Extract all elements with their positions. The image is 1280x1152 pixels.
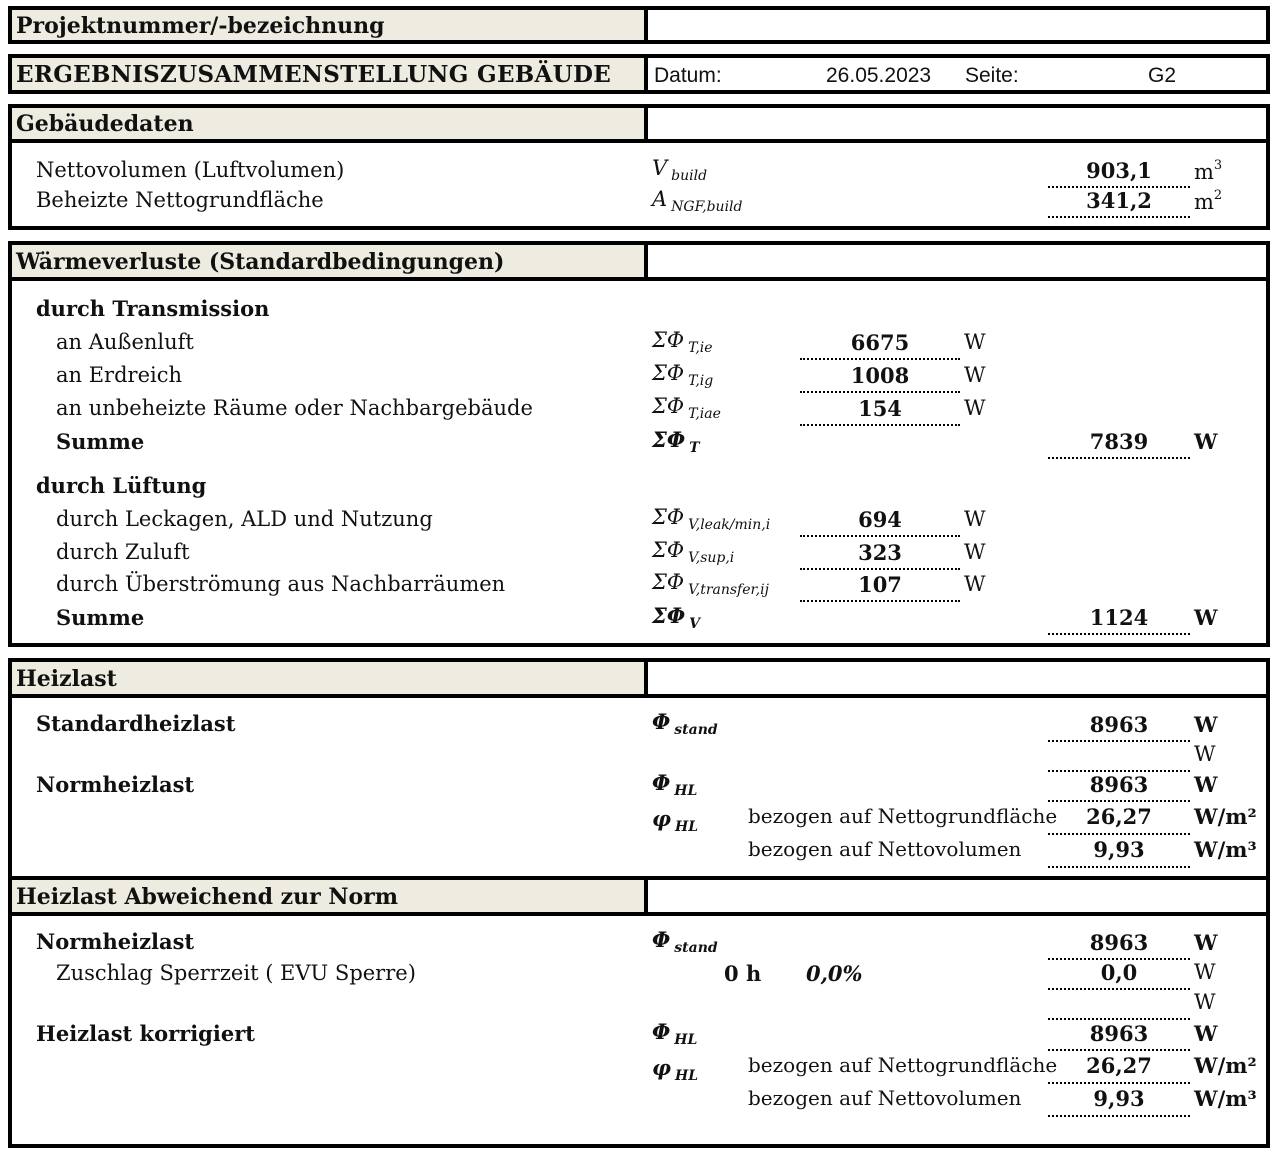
- zuschlag-hours: 0: [724, 961, 739, 986]
- symbol-sub: HL: [675, 819, 699, 835]
- symbol-text: φ: [652, 1055, 672, 1080]
- row-value: 903,1: [1048, 158, 1190, 188]
- seite-label: Seite:: [965, 64, 1019, 87]
- gebaeude-header-cell: [12, 108, 648, 139]
- symbol-sub: V,sup,i: [688, 550, 735, 566]
- phi-symbol: [652, 1055, 698, 1084]
- row-symbol: [652, 394, 721, 422]
- lueftung-heading: durch Lüftung: [36, 473, 207, 498]
- row-symbol: [652, 538, 734, 566]
- abweichend-title: Heizlast Abweichend zur Norm: [16, 884, 399, 910]
- symbol-text: Φ: [652, 927, 671, 952]
- project-label: Projektnummer/-bezeichnung: [16, 13, 385, 39]
- vol-value: 9,93: [1048, 1086, 1190, 1117]
- heizlast-section: [8, 658, 1270, 883]
- symbol-text: V: [652, 156, 668, 180]
- row-symbol: [652, 187, 742, 215]
- symbol-text: ΣΦ: [652, 570, 685, 594]
- waerme-header: [12, 245, 1266, 281]
- korrigiert-unit: W: [1194, 1021, 1218, 1046]
- zuschlag-unit: W: [1194, 960, 1216, 984]
- row-label: an unbeheizte Räume oder Nachbargebäude: [56, 396, 533, 420]
- standardheizlast-unit: W: [1194, 712, 1218, 737]
- ngf-unit: W/m²: [1194, 804, 1257, 829]
- symbol-text: ΣΦ: [652, 603, 686, 628]
- row-unit: W: [964, 363, 986, 387]
- sum-label: Summe: [56, 429, 145, 454]
- title-box: [8, 54, 1270, 94]
- symbol-sub: V,leak/min,i: [688, 517, 771, 533]
- row-label: durch Leckagen, ALD und Nutzung: [56, 507, 433, 531]
- row-label: durch Überströmung aus Nachbarräumen: [56, 572, 506, 596]
- unit-text: m: [1194, 160, 1214, 184]
- vol-value: 9,93: [1048, 837, 1190, 868]
- row-unit: W: [964, 572, 986, 596]
- waerme-section: [8, 241, 1270, 647]
- unit-exp: 2: [1213, 188, 1223, 203]
- vol-label: bezogen auf Nettovolumen: [748, 837, 1022, 861]
- normheizlast-symbol: [652, 927, 718, 956]
- vol-unit: W/m³: [1194, 837, 1257, 862]
- heizlast-header-cell: [12, 662, 648, 694]
- zuschlag-value: 0,0: [1048, 960, 1190, 990]
- project-label-cell: [12, 10, 648, 40]
- vol-unit: W/m³: [1194, 1086, 1257, 1111]
- symbol-sub: T: [689, 440, 700, 456]
- row-value: 323: [800, 540, 960, 570]
- row-value: 6675: [800, 330, 960, 360]
- symbol-text: ΣΦ: [652, 505, 685, 529]
- symbol-sub: HL: [674, 1032, 698, 1048]
- normheizlast-symbol: [652, 770, 697, 799]
- ngf-value: 26,27: [1048, 1053, 1190, 1084]
- normheizlast-label: Normheizlast: [36, 772, 195, 797]
- row-value: 107: [800, 572, 960, 602]
- ngf-value: 26,27: [1048, 804, 1190, 835]
- row-label: durch Zuluft: [56, 540, 190, 564]
- symbol-text: Φ: [652, 770, 671, 795]
- seite-value: G2: [1148, 64, 1177, 87]
- row-unit: [1194, 158, 1222, 184]
- symbol-text: ΣΦ: [652, 538, 685, 562]
- empty-unit: W: [1194, 990, 1216, 1014]
- symbol-sub: stand: [674, 940, 718, 956]
- symbol-sub: T,iae: [688, 406, 721, 422]
- row-label: Nettovolumen (Luftvolumen): [36, 158, 345, 182]
- symbol-text: ΣΦ: [652, 361, 685, 385]
- row-label: an Erdreich: [56, 363, 182, 387]
- transmission-heading: durch Transmission: [36, 296, 270, 321]
- row-unit: [1194, 188, 1222, 214]
- gebaeude-section: [8, 104, 1270, 230]
- standardheizlast-label: Standardheizlast: [36, 711, 236, 736]
- heizlast-header: [12, 662, 1266, 698]
- symbol-sub: stand: [674, 722, 718, 738]
- gebaeude-header: [12, 108, 1266, 143]
- abweichend-section: [8, 876, 1270, 1148]
- gebaeude-title: Gebäudedaten: [16, 111, 194, 137]
- sum-unit: W: [1194, 429, 1218, 454]
- symbol-sub: V: [689, 616, 701, 632]
- empty-value: [1048, 990, 1190, 1020]
- symbol-text: Φ: [652, 709, 671, 734]
- symbol-text: Φ: [652, 1019, 671, 1044]
- datum-value: 26.05.2023: [826, 64, 932, 87]
- symbol-text: ΣΦ: [652, 394, 685, 418]
- sum-symbol: [652, 427, 700, 456]
- sum-label: Summe: [56, 605, 145, 630]
- empty-value: [1048, 742, 1190, 772]
- row-unit: W: [964, 507, 986, 531]
- row-value: 694: [800, 507, 960, 537]
- symbol-text: φ: [652, 806, 672, 831]
- normheizlast-unit: W: [1194, 772, 1218, 797]
- symbol-text: ΣΦ: [652, 328, 685, 352]
- ngf-unit: W/m²: [1194, 1053, 1257, 1078]
- vol-label: bezogen auf Nettovolumen: [748, 1086, 1022, 1110]
- symbol-sub: T,ig: [688, 373, 714, 389]
- sum-value: 1124: [1048, 605, 1190, 635]
- row-value: 154: [800, 396, 960, 426]
- symbol-text: ΣΦ: [652, 427, 686, 452]
- korrigiert-symbol: [652, 1019, 697, 1048]
- symbol-sub: HL: [675, 1068, 699, 1084]
- normheizlast-unit: W: [1194, 930, 1218, 955]
- symbol-sub: build: [671, 168, 708, 184]
- title-cell: [12, 58, 648, 90]
- standardheizlast-symbol: [652, 709, 718, 738]
- normheizlast-label: Normheizlast: [36, 929, 195, 954]
- abweichend-header: [12, 880, 1266, 916]
- datum-label: Datum:: [654, 64, 722, 87]
- row-symbol: [652, 328, 713, 356]
- normheizlast-value: 8963: [1048, 930, 1190, 960]
- symbol-sub: NGF,build: [671, 199, 743, 215]
- empty-unit: W: [1194, 742, 1216, 766]
- zuschlag-hours-unit: h: [746, 961, 762, 986]
- row-symbol: [652, 156, 707, 184]
- waerme-title: Wärmeverluste (Standardbedingungen): [16, 249, 505, 275]
- symbol-sub: V,transfer,ij: [688, 582, 769, 598]
- zuschlag-percent: 0,0%: [806, 961, 863, 986]
- row-value: 341,2: [1048, 188, 1190, 218]
- abweichend-header-cell: [12, 880, 648, 912]
- sum-unit: W: [1194, 605, 1218, 630]
- symbol-text: A: [652, 187, 668, 211]
- row-label: an Außenluft: [56, 330, 194, 354]
- standardheizlast-value: 8963: [1048, 712, 1190, 742]
- normheizlast-value: 8963: [1048, 772, 1190, 802]
- row-value: 1008: [800, 363, 960, 393]
- page-title: ERGEBNISZUSAMMENSTELLUNG GEBÄUDE: [16, 61, 612, 88]
- ngf-label: bezogen auf Nettogrundfläche: [748, 804, 1058, 828]
- heizlast-title: Heizlast: [16, 666, 117, 692]
- sum-symbol: [652, 603, 700, 632]
- sum-value: 7839: [1048, 429, 1190, 459]
- waerme-header-cell: [12, 245, 648, 277]
- project-box: [8, 6, 1270, 44]
- row-unit: W: [964, 540, 986, 564]
- symbol-sub: HL: [674, 783, 698, 799]
- row-symbol: [652, 361, 713, 389]
- korrigiert-label: Heizlast korrigiert: [36, 1021, 255, 1046]
- row-symbol: [652, 570, 769, 598]
- row-unit: W: [964, 396, 986, 420]
- row-symbol: [652, 505, 770, 533]
- symbol-sub: T,ie: [688, 340, 713, 356]
- unit-exp: 3: [1213, 158, 1223, 173]
- korrigiert-value: 8963: [1048, 1021, 1190, 1051]
- unit-text: m: [1194, 190, 1214, 214]
- zuschlag-label: Zuschlag Sperrzeit ( EVU Sperre): [56, 961, 416, 985]
- row-label: Beheizte Nettogrundfläche: [36, 188, 324, 212]
- phi-symbol: [652, 806, 698, 835]
- row-unit: W: [964, 330, 986, 354]
- ngf-label: bezogen auf Nettogrundfläche: [748, 1053, 1058, 1077]
